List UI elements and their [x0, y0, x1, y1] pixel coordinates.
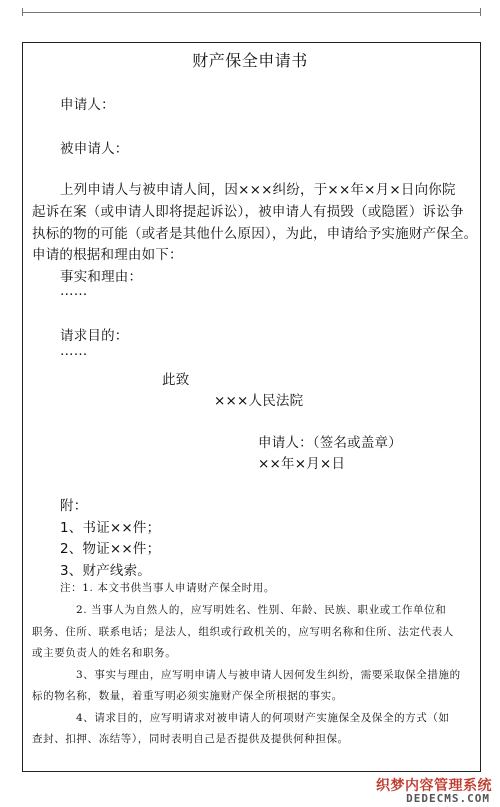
document-title: 财产保全申请书 — [192, 51, 308, 70]
body-line-2: 起诉在案（或申请人即将提起诉讼），被申请人有损毁（或隐匿）诉讼争 — [32, 204, 464, 220]
body-line-1: 上列申请人与被申请人间，因×××纠纷，于××年×月×日向你院 — [60, 182, 456, 198]
attachment-item: 2、物证××件； — [60, 541, 161, 557]
applicant-label: 申请人： — [60, 97, 115, 113]
date-line: ××年×月×日 — [258, 456, 346, 472]
court-name: ×××人民法院 — [214, 393, 304, 409]
note-line: 2. 当事人为自然人的，应写明姓名、性别、年龄、民族、职业或工作单位和 — [76, 604, 447, 616]
note-line: 3、事实与理由，应写明申请人与被申请人因何发生纠纷，需要采取保全措施的 — [76, 669, 461, 681]
signature-line: 申请人：（签名或盖章） — [258, 435, 402, 451]
respondent-label: 被申请人： — [60, 141, 129, 157]
note-line: 4、请求目的，应写明请求对被申请人的何项财产实施保全及保全的方式（如 — [76, 712, 450, 724]
note-line: 查封、扣押、冻结等），同时表明自己是否提供及提供何种担保。 — [32, 733, 349, 745]
top-rule — [22, 12, 481, 13]
attachment-heading: 附： — [60, 498, 88, 514]
note-line: 职务、住所、联系电话；是法人，组织或行政机关的，应写明名称和住所、法定代表人 — [32, 626, 454, 638]
salutation: 此致 — [162, 372, 190, 388]
watermark-title: 织梦内容管理系统 — [376, 778, 492, 794]
request-heading: 请求目的： — [60, 328, 129, 344]
body-line-3: 执标的物的可能（或者是其他什么原因），为此，申请给予实施财产保全。 — [32, 226, 478, 242]
note-line: 或主要负责人的姓名和职务。 — [32, 647, 177, 659]
facts-heading: 事实和理由： — [60, 269, 143, 285]
attachment-item: 1、书证××件； — [60, 520, 161, 536]
top-corner-right — [480, 8, 481, 16]
watermark-url: DEDECMS.COM — [406, 792, 490, 805]
body-line-4: 申请的根据和理由如下： — [32, 247, 183, 263]
attachment-item: 3、财产线索。 — [60, 563, 151, 579]
note-line: 标的物名称，数量，着重写明必须实施财产保全所根据的事实。 — [32, 690, 343, 702]
facts-ellipsis: …… — [60, 283, 88, 299]
note-line: 注：1. 本文书供当事人申请财产保全时用。 — [60, 582, 275, 594]
request-ellipsis: …… — [60, 343, 88, 359]
top-corner-left — [22, 8, 23, 16]
